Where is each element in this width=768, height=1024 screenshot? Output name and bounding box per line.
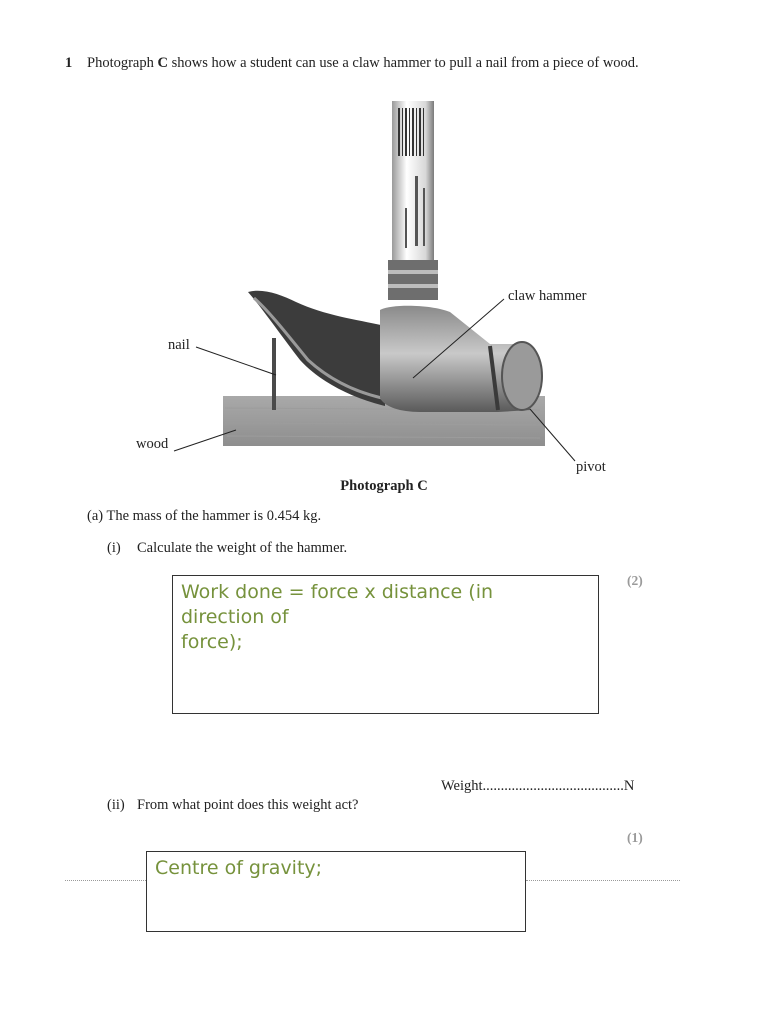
figure-caption: Photograph C bbox=[340, 478, 428, 494]
marks-badge: (2) bbox=[627, 573, 643, 588]
intro-text-bold: C bbox=[157, 55, 168, 71]
part-ii-number: (ii) bbox=[107, 797, 125, 813]
part-ii-question: From what point does this weight act? bbox=[137, 797, 359, 813]
part-i-number: (i) bbox=[107, 540, 121, 556]
hammer-claw bbox=[248, 291, 385, 406]
hammer-photograph bbox=[130, 98, 630, 478]
question-intro bbox=[87, 55, 639, 72]
answer-box-i[interactable] bbox=[172, 575, 599, 714]
part-i-question: Calculate the weight of the hammer. bbox=[137, 540, 348, 556]
answer-box-ii[interactable] bbox=[146, 851, 526, 932]
intro-text-before: Photograph bbox=[87, 55, 158, 71]
marks-badge: (1) bbox=[627, 830, 643, 845]
answer-dotted-line bbox=[65, 880, 146, 881]
answer-text-i: Work done = force x distance (in direction of force); bbox=[181, 581, 494, 653]
label-nail: nail bbox=[168, 337, 190, 353]
answer-dotted-line bbox=[526, 880, 680, 881]
part-a-text: (a) The mass of the hammer is 0.454 kg. bbox=[87, 508, 322, 524]
intro-text-after: shows how a student can use a claw hammer to pull a nail from a piece of wood. bbox=[167, 55, 639, 71]
weight-answer-line: Weight.......................................N bbox=[441, 778, 635, 794]
label-claw-hammer: claw hammer bbox=[508, 288, 587, 304]
answer-text-ii: Centre of gravity; bbox=[155, 857, 323, 879]
label-pivot: pivot bbox=[576, 459, 606, 475]
question-number: 1 bbox=[65, 55, 73, 71]
label-wood: wood bbox=[136, 436, 169, 452]
